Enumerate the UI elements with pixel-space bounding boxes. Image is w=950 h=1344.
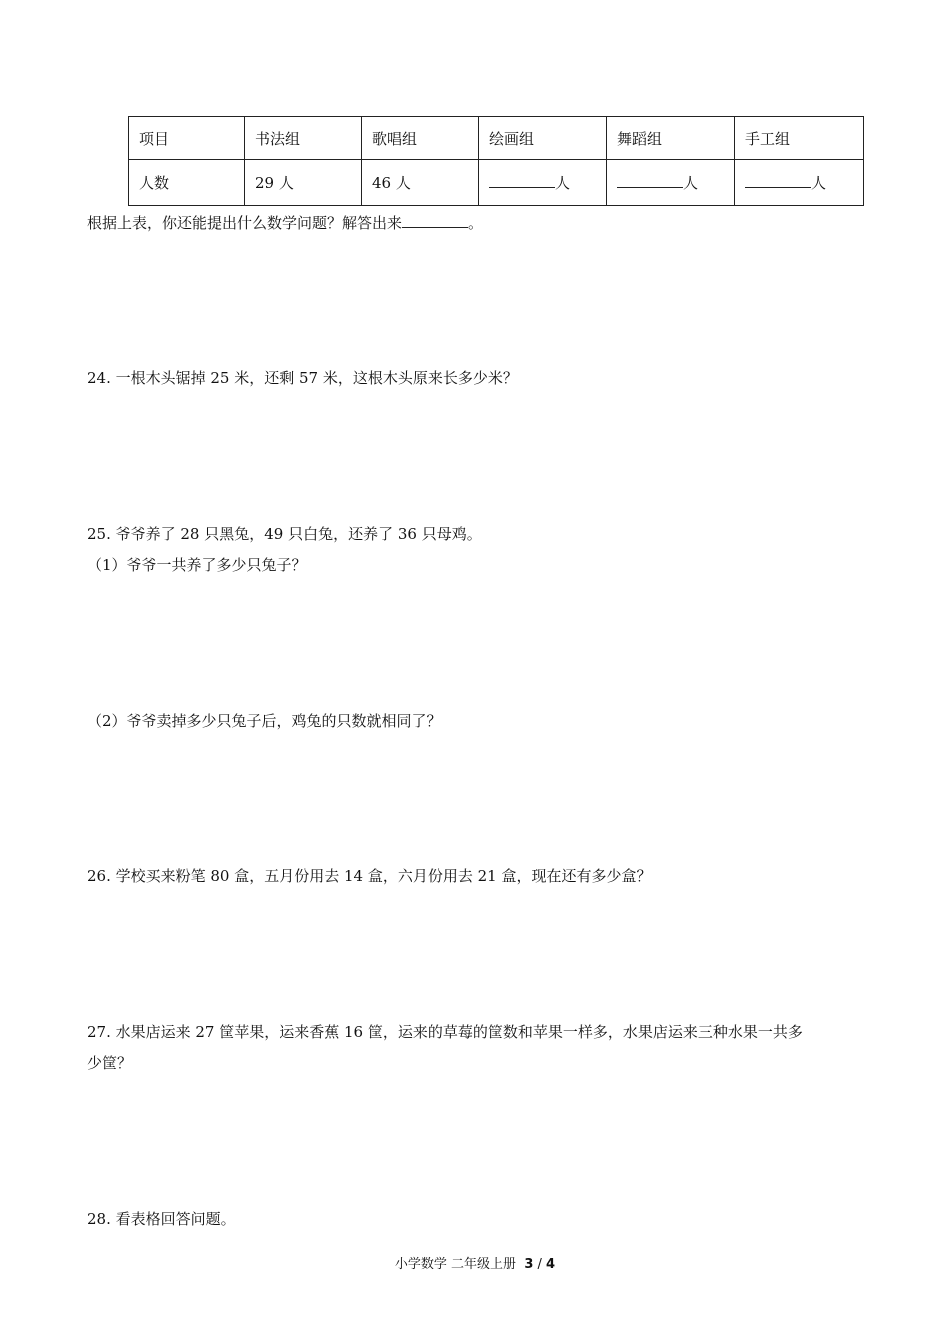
table-header-cell: 书法组 — [245, 117, 362, 160]
page-separator: / — [537, 1257, 542, 1272]
answer-blank[interactable] — [489, 173, 555, 188]
footer-label: 小学数学 二年级上册 — [394, 1257, 517, 1272]
group-count-table — [128, 116, 864, 206]
question-25-part-2: （2）爷爷卖掉多少只兔子后，鸡兔的只数就相同了？ — [87, 712, 442, 730]
page-number-total: 4 — [546, 1257, 556, 1272]
question-27-line-2: 少筐？ — [87, 1054, 133, 1072]
question-28: 28. 看表格回答问题。 — [87, 1210, 236, 1228]
table-follow-up-question: 根据上表，你还能提出什么数学问题？解答出来 。 — [87, 214, 484, 232]
table-cell: 46 人 — [362, 160, 479, 206]
table-header-cell: 舞蹈组 — [607, 117, 735, 160]
page-number-current: 3 — [524, 1257, 534, 1272]
page-footer — [0, 1253, 950, 1272]
table-row-label: 人数 — [129, 160, 245, 206]
question-27-line-1: 27. 水果店运来 27 筐苹果，运来香蕉 16 筐，运来的草莓的筐数和苹果一样多，水果店运来三种水果一共多 — [87, 1023, 803, 1041]
table-row — [129, 160, 864, 206]
answer-blank[interactable] — [617, 173, 683, 188]
table-header-row — [129, 117, 864, 160]
table-header-cell: 项目 — [129, 117, 245, 160]
question-25-part-1: （1）爷爷一共养了多少只兔子？ — [87, 556, 307, 574]
question-24: 24. 一根木头锯掉 25 米，还剩 57 米，这根木头原来长多少米？ — [87, 369, 518, 387]
question-25-stem: 25. 爷爷养了 28 只黑兔，49 只白兔，还养了 36 只母鸡。 — [87, 525, 482, 543]
table-cell: 29 人 — [245, 160, 362, 206]
table-header-cell: 歌唱组 — [362, 117, 479, 160]
table-blank-cell[interactable]: 人 — [607, 160, 735, 206]
question-26: 26. 学校买来粉笔 80 盒，五月份用去 14 盒，六月份用去 21 盒，现在还有多少盒？ — [87, 867, 652, 885]
table-header-cell: 手工组 — [735, 117, 864, 160]
table-blank-cell[interactable]: 人 — [735, 160, 864, 206]
table-blank-cell[interactable]: 人 — [479, 160, 607, 206]
answer-blank[interactable] — [402, 213, 468, 228]
table-header-cell: 绘画组 — [479, 117, 607, 160]
answer-blank[interactable] — [745, 173, 811, 188]
